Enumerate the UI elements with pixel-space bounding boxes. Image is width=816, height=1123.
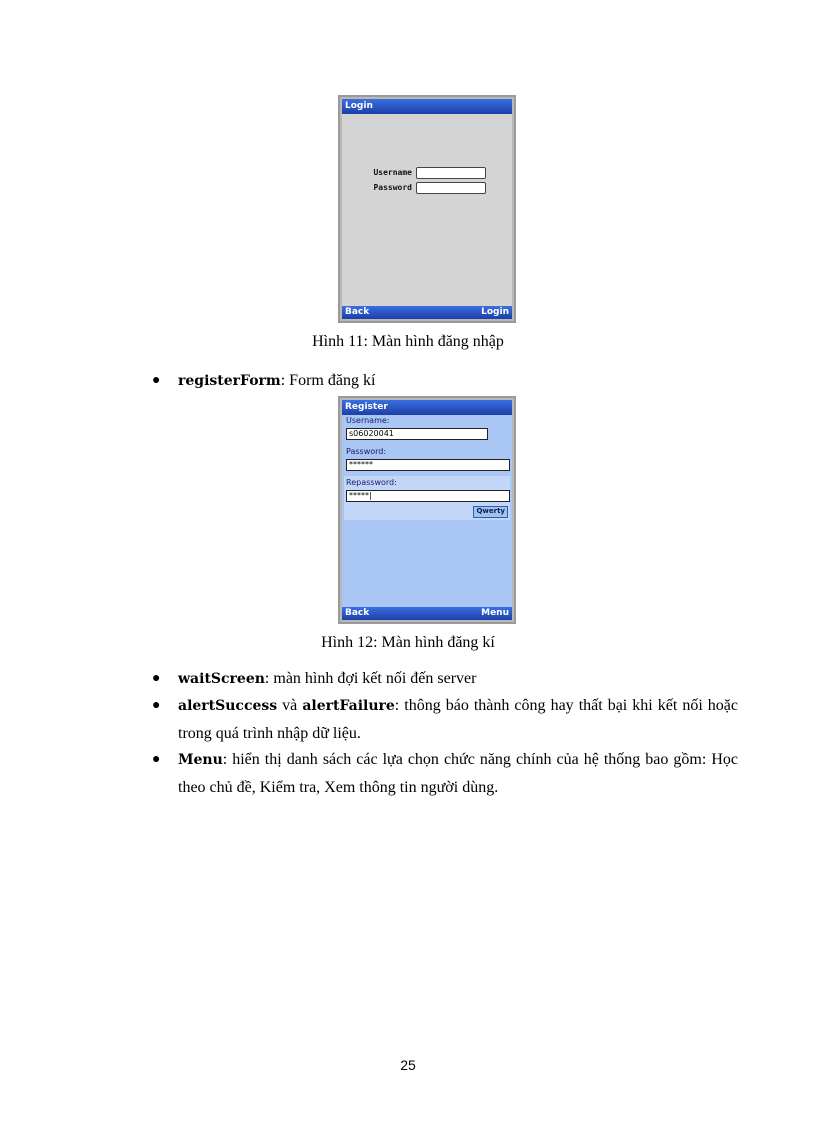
term-menu: Menu — [178, 752, 223, 768]
login-screen-image — [338, 95, 516, 323]
login-softkey[interactable]: Login — [481, 307, 509, 317]
wait-screen-description: : màn hình đợi kết nối đến server — [264, 670, 477, 687]
reg-repassword-label: Repassword: — [346, 478, 397, 487]
reg-password-label: Password: — [346, 447, 387, 456]
register-form-body — [342, 415, 512, 607]
menu-softkey[interactable]: Menu — [481, 608, 509, 618]
bullet-menu — [152, 746, 738, 800]
username-input[interactable] — [416, 167, 486, 179]
bullet-wait-screen — [152, 665, 738, 692]
reg-username-label: Username: — [346, 416, 390, 425]
register-soft-key-bar — [342, 607, 512, 620]
term-alert-success: alertSuccess — [178, 698, 278, 714]
register-form-description: : Form đăng kí — [280, 372, 376, 389]
figure-11-caption: Hình 11: Màn hình đăng nhập — [312, 333, 504, 350]
bullet-icon: ● — [152, 698, 161, 713]
password-input[interactable] — [416, 182, 486, 194]
alerts-description: : thông báo thành công hay thất bại khi kết nối hoặc trong quá trình nhập dữ liệu. — [178, 697, 738, 742]
back-softkey[interactable]: Back — [345, 608, 370, 618]
register-title-bar: Register — [342, 400, 512, 415]
term-register-form: registerForm — [178, 373, 281, 389]
password-label: Password — [373, 183, 412, 192]
login-title-bar: Login — [342, 99, 512, 114]
reg-password-input[interactable]: ****** — [346, 459, 510, 471]
username-label: Username — [373, 168, 412, 177]
reg-username-input[interactable]: s06020041 — [346, 428, 488, 440]
bullet-icon: ● — [152, 752, 161, 767]
bullet-icon: ● — [152, 373, 161, 388]
login-form-body — [342, 114, 512, 306]
back-softkey[interactable]: Back — [345, 307, 370, 317]
page-number: 25 — [400, 1057, 416, 1073]
bullet-icon: ● — [152, 671, 161, 686]
term-alert-failure: alertFailure — [302, 698, 395, 714]
bullet-alerts — [152, 692, 738, 746]
input-mode-indicator: Qwerty — [473, 506, 508, 518]
register-screen-image — [338, 396, 516, 624]
login-soft-key-bar — [342, 306, 512, 319]
menu-description: : hiển thị danh sách các lựa chọn chức năng chính của hệ thống bao gồm: Học theo chủ đề, Kiểm tra, Xem thông tin người dùng. — [178, 751, 738, 796]
figure-12-caption: Hình 12: Màn hình đăng kí — [321, 634, 495, 651]
conjunction: và — [277, 697, 303, 714]
reg-repassword-input[interactable]: *****| — [346, 490, 510, 502]
bullet-register-form — [152, 367, 738, 394]
term-wait-screen: waitScreen — [178, 671, 265, 687]
